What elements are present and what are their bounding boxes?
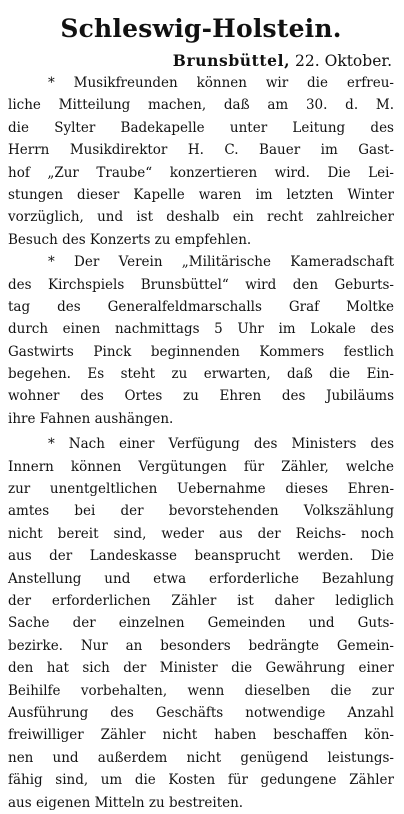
text-line: Anstellung und etwa erforderliche Bezahlung	[8, 570, 394, 587]
dateline-place: Brunsbüttel,	[172, 51, 291, 70]
text-line: Herrn Musikdirektor H. C. Bauer im Gast-	[8, 142, 394, 159]
text-line: fähig sind, um die Kosten für gedungene Zähler	[8, 772, 394, 789]
paragraph-music-concert	[8, 72, 394, 251]
text-line: Innern können Vergütungen für Zähler, welche	[8, 458, 394, 475]
text-line: liche Mitteilung machen, daß am 30. d. M.	[8, 97, 394, 114]
dateline	[8, 50, 394, 72]
text-line: Beihilfe vorbehalten, wenn dieselben die zur	[8, 682, 394, 699]
text-line: nen und außerdem nicht genügend leistungs-	[8, 749, 394, 766]
text-line: wohner des Ortes zu Ehren des Jubiläums	[8, 388, 394, 405]
text-line: des Kirchspiels Brunsbüttel“ wird den Geburts-	[8, 276, 394, 293]
section-title: Schleswig-Holstein.	[60, 14, 342, 43]
text-line: nicht bereit sind, weder aus der Reichs- noch	[8, 525, 394, 542]
dateline-date: 22. Oktober.	[295, 52, 392, 70]
text-line: * Nach einer Verfügung des Ministers des	[48, 436, 394, 453]
text-line: der erforderlichen Zähler ist daher lediglich	[8, 592, 394, 609]
text-line: * Musikfreunden können wir die erfreu-	[48, 75, 394, 91]
text-line: aus eigenen Mitteln zu bestreiten.	[8, 794, 244, 811]
paragraph-census-ordinance	[8, 433, 394, 814]
text-line: begehen. Es steht zu erwarten, daß die Ein-	[8, 366, 394, 383]
text-line: die Sylter Badekapelle unter Leitung des	[8, 119, 394, 136]
paragraph-veterans-association	[8, 251, 394, 430]
text-line: Gastwirts Pinck beginnenden Kommers festlich	[8, 343, 394, 360]
text-line: aus der Landeskasse beansprucht werden. Die	[8, 548, 394, 565]
text-line: ihre Fahnen aushängen.	[8, 410, 174, 427]
text-line: vorzüglich, und ist deshalb ein recht zahlreicher	[8, 209, 394, 226]
text-line: durch einen nachmittags 5 Uhr im Lokale des	[8, 321, 394, 338]
text-line: den hat sich der Minister die Gewährung einer	[8, 660, 394, 677]
text-line: Ausführung des Geschäfts notwendige Anzahl	[8, 704, 394, 721]
text-line: Besuch des Konzerts zu empfehlen.	[8, 231, 252, 248]
text-line: Sache der einzelnen Gemeinden und Guts-	[8, 615, 394, 632]
text-line: zur unentgeltlichen Uebernahme dieses Ehren-	[8, 481, 394, 498]
text-line: amtes bei der bevorstehenden Volkszählung	[8, 503, 394, 520]
text-line: bezirke. Nur an besonders bedrängte Gemein-	[8, 637, 394, 654]
text-line: hof „Zur Traube“ konzertieren wird. Die Lei-	[8, 164, 394, 181]
text-line: stungen dieser Kapelle waren im letzten Winter	[8, 186, 394, 203]
text-line: tag des Generalfeldmarschalls Graf Moltke	[8, 298, 394, 315]
text-line: freiwilliger Zähler nicht haben beschaffen kön-	[8, 727, 394, 744]
text-line: * Der Verein „Militärische Kameradschaft	[48, 254, 394, 271]
